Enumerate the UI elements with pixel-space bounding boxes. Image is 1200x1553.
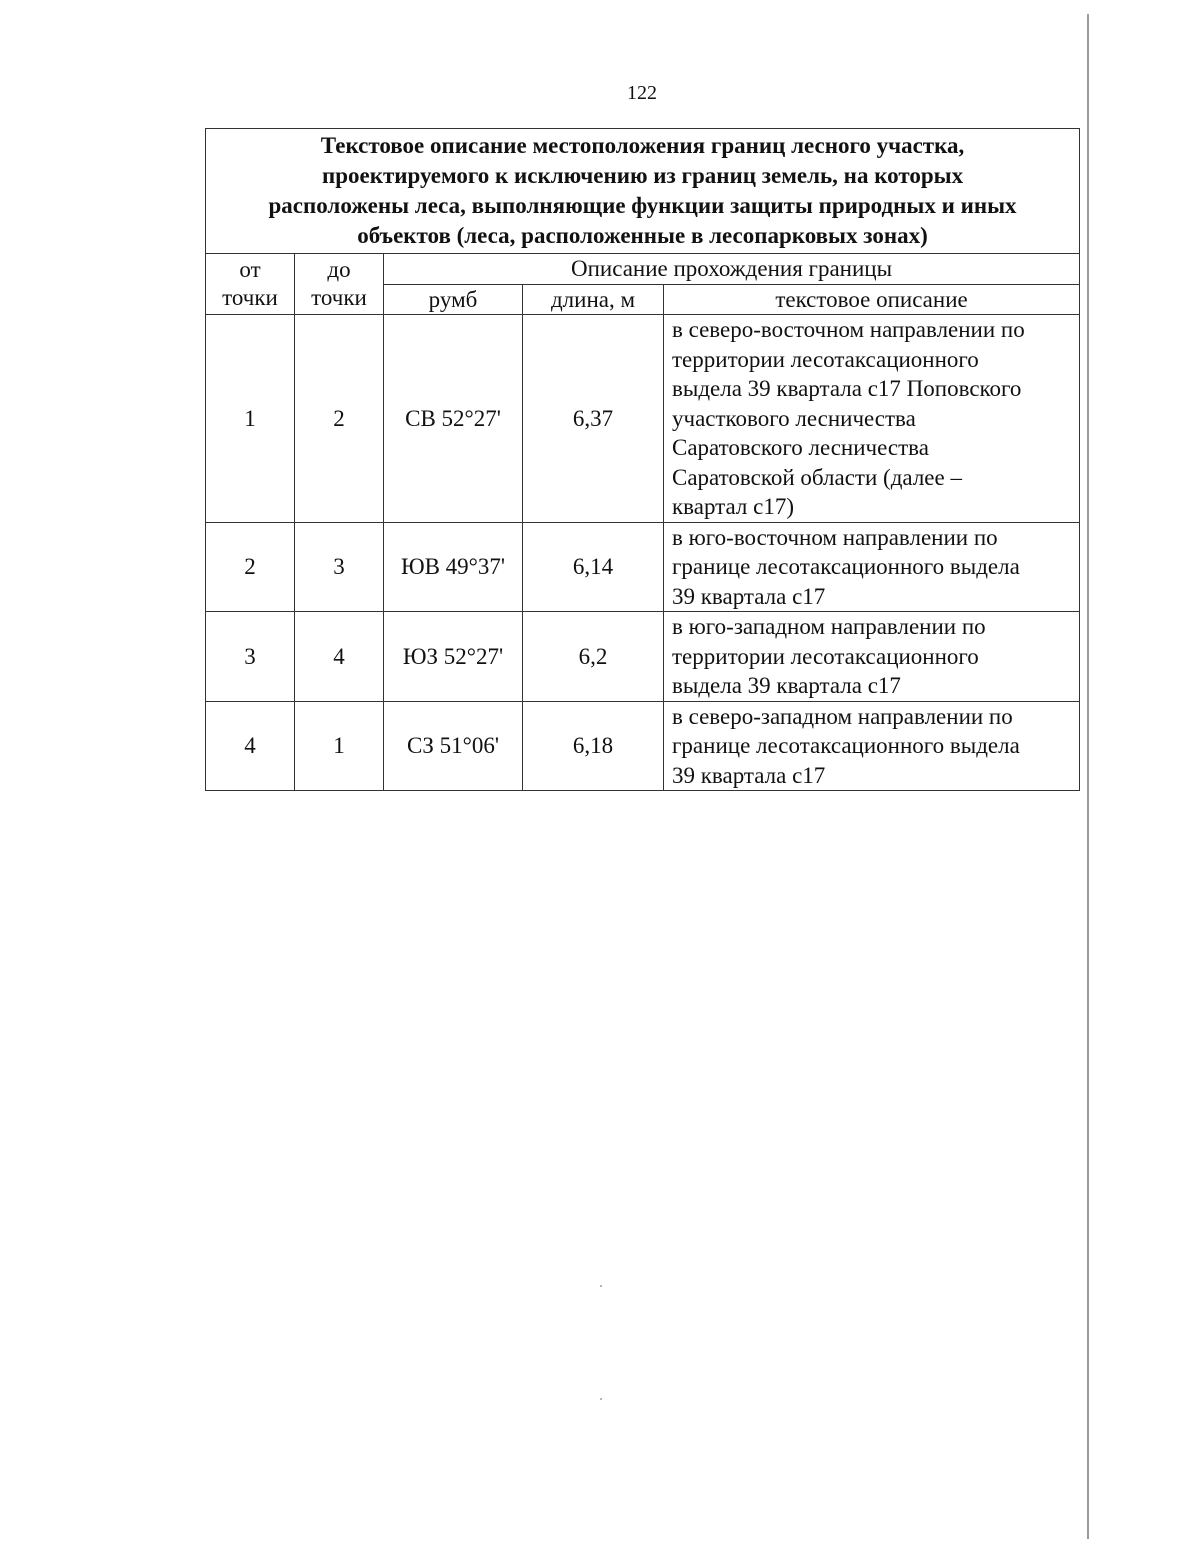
- cell-to: 1: [295, 701, 384, 791]
- header-boundary-description: Описание прохождения границы: [384, 254, 1080, 285]
- cell-rumb: СЗ 51°06': [384, 701, 523, 791]
- description-line: 39 квартала с17: [672, 762, 826, 788]
- cell-from: 4: [206, 701, 295, 791]
- header-to-line1: до: [327, 257, 351, 282]
- cell-from: 3: [206, 612, 295, 702]
- page-number: 122: [627, 82, 657, 104]
- description-line: выдела 39 квартала с17 Поповского: [672, 376, 1022, 401]
- description-line: участкового лесничества: [672, 405, 916, 431]
- header-to-line2: точки: [311, 285, 367, 310]
- cell-description: [664, 522, 1080, 612]
- cell-description: [664, 612, 1080, 702]
- header-from-point: [206, 254, 295, 315]
- cell-rumb: ЮЗ 52°27': [384, 612, 523, 702]
- header-to-point: [295, 254, 384, 315]
- header-row-1: [206, 254, 1080, 285]
- description-line: в юго-западном направлении по: [672, 614, 986, 639]
- cell-length: 6,37: [523, 315, 664, 523]
- description-line: границе лесотаксационного выдела: [672, 554, 1020, 579]
- cell-to: 4: [295, 612, 384, 702]
- description-line: в северо-западном направлении по: [672, 703, 1013, 729]
- table-title-line: расположены леса, выполняющие функции защиты природных и иных: [268, 193, 1017, 218]
- description-line: Саратовской области (далее –: [672, 464, 962, 490]
- table-title-row: [206, 129, 1080, 254]
- description-line: территории лесотаксационного: [672, 346, 979, 372]
- cell-rumb: ЮВ 49°37': [384, 522, 523, 612]
- description-line: квартал с17): [672, 494, 794, 519]
- table-title-line: Текстовое описание местоположения границ лесного участка,: [320, 133, 965, 158]
- header-from-line1: от: [239, 257, 261, 282]
- header-rumb: румб: [384, 285, 523, 315]
- boundary-description-table: [205, 128, 1080, 791]
- cell-length: 6,14: [523, 522, 664, 612]
- description-line: территории лесотаксационного: [672, 643, 979, 669]
- description-line: в юго-восточном направлении по: [672, 524, 998, 550]
- description-line: границе лесотаксационного выдела: [672, 733, 1020, 758]
- header-from-line2: точки: [222, 285, 278, 310]
- cell-from: 1: [206, 315, 295, 523]
- table-row: [206, 315, 1080, 523]
- header-text-description: текстовое описание: [664, 285, 1080, 315]
- cell-length: 6,2: [523, 612, 664, 702]
- scan-speck: [600, 1285, 602, 1287]
- table-title-line: проектируемого к исключению из границ земель, на которых: [321, 163, 964, 188]
- scan-edge-line: [1087, 14, 1089, 1539]
- table-row: [206, 612, 1080, 702]
- description-line: выдела 39 квартала с17: [672, 673, 901, 698]
- cell-description: [664, 315, 1080, 523]
- description-line: Саратовского лесничества: [672, 435, 929, 460]
- cell-rumb: СВ 52°27': [384, 315, 523, 523]
- description-line: в северо-восточном направлении по: [672, 317, 1025, 342]
- table-row: [206, 701, 1080, 791]
- description-line: 39 квартала с17: [672, 583, 826, 609]
- header-length: длина, м: [523, 285, 664, 315]
- table-title: [206, 129, 1080, 254]
- cell-length: 6,18: [523, 701, 664, 791]
- cell-to: 3: [295, 522, 384, 612]
- cell-to: 2: [295, 315, 384, 523]
- scan-speck: [600, 1398, 602, 1400]
- table-title-line: объектов (леса, расположенные в лесопарковых зонах): [357, 223, 928, 248]
- table-row: [206, 522, 1080, 612]
- cell-description: [664, 701, 1080, 791]
- cell-from: 2: [206, 522, 295, 612]
